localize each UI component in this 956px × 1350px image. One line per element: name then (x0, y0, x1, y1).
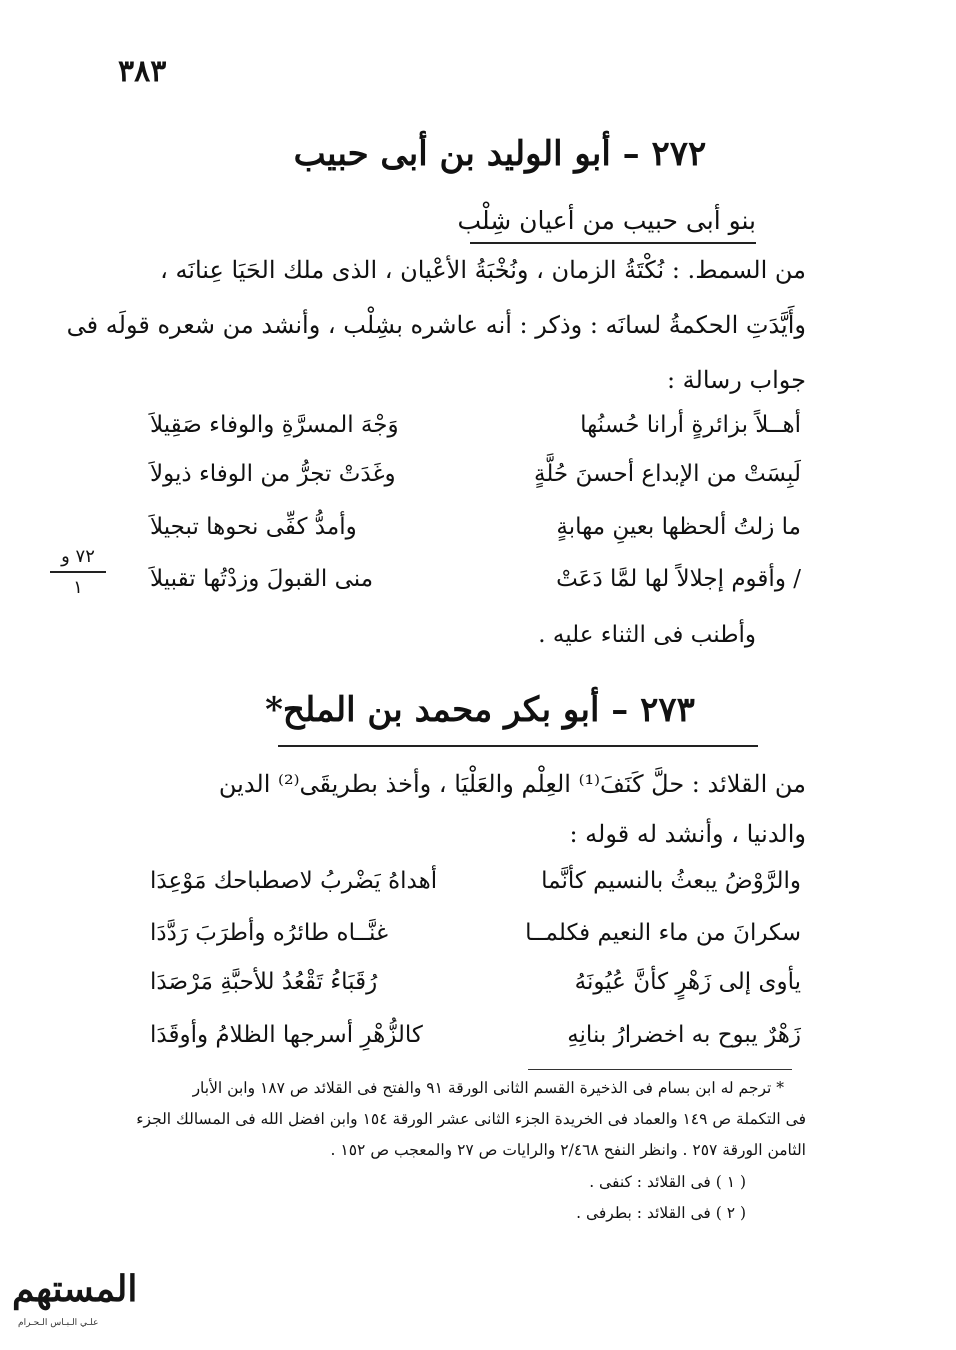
entry-272-closing: وأطنب فى الثناء عليه . (538, 622, 756, 648)
watermark-subtext: علـي الـبـاس الـحـرام (18, 1318, 99, 1328)
entry-272-subheading: بنو أبى حبيب من أعيان شِلْب (457, 206, 756, 235)
folio-ref-divider (50, 571, 106, 573)
watermark-text: المستهم (12, 1268, 138, 1310)
verse-273-2-second-hemistich: غنَّــاه طائرُه وأطرَبَ رَدَّدَا (150, 920, 389, 946)
entry-272-heading: ٢٧٢ – أبو الوليد بن أبى حبيب (293, 134, 707, 174)
folio-ref-bottom: ١ (73, 577, 83, 598)
verse-273-1-second-hemistich: أهداهُ يَضْربُ لاصطباحك مَوْعِدَا (150, 868, 438, 894)
manuscript-folio-reference (50, 546, 106, 598)
verse-272-2-second-hemistich: وغَدَتْ تجرُّ من الوفاء ذيولاَ (150, 461, 396, 487)
verse-273-4-second-hemistich: كالزُّهْرِ أسرجها الظلامُ وأوقَدَا (150, 1022, 423, 1048)
entry-272-prose-line-1: من السمط. : نُكْتَةُ الزمان ، ونُخْبَةُ الأعْيان ، الذى ملك الحَيَا عِنانَه ، (160, 256, 806, 284)
verse-272-2-first-hemistich: لَبِسَتْ من الإبداع أحسنَ حُلَّةٍ (533, 461, 801, 487)
verse-272-3-first-hemistich: ما زلتُ ألحظها بعينِ مهابةٍ (556, 514, 801, 540)
footnote-star-line-3: الثامن الورقة ٢٥٧ . وانظر النفح ٢/٤٦٨ والرايات ص ٢٧ والمعجب ص ١٥٢ . (330, 1141, 806, 1159)
footnote-star-line-1: * ترجم له ابن بسام فى الذخيرة القسم الثانى الورقة ٩١ والفتح فى القلائد ص ١٨٧ وابن الأبار (192, 1079, 784, 1097)
verse-272-4-first-hemistich: / وأقوم إجلالاً لها لمَّا دَعَتْ (556, 566, 801, 592)
verse-273-3-first-hemistich: يأوى إلى زَهْرٍ كأنَّ عُيُونَهُ (574, 969, 801, 995)
entry-272-prose-line-3: جواب رسالة : (666, 366, 806, 394)
publisher-watermark-logo (8, 1268, 138, 1338)
footnote-rule (528, 1069, 792, 1070)
verse-272-3-second-hemistich: وأمدُّ كفِّى نحوها تبجيلاَ (150, 514, 357, 540)
page-number: ٣٨٣ (118, 54, 167, 89)
entry-273-heading: ٢٧٣ – أبو بكر محمد بن الملح* (265, 690, 695, 730)
folio-ref-top: ٧٢ و (61, 546, 95, 567)
entry-273-prose-line-1: من القلائد : حلَّ كَنَفَ⁽¹⁾ العِلْم والعَلْيَا ، وأخذ بطريقَى⁽²⁾ الدين (218, 770, 806, 798)
entry-273-prose-line-2: والدنيا ، وأنشد له قوله : (569, 820, 806, 848)
footnote-star-line-2: فى التكملة ص ١٤٩ والعماد فى الخريدة الجزء الثانى عشر الورقة ١٥٤ وابن افضل الله فى المسالك الجزء (136, 1110, 806, 1128)
subheading-underline (470, 242, 756, 244)
footnote-2: ( ٢ ) فى القلائد : بطرفى . (576, 1204, 746, 1222)
verse-273-2-first-hemistich: سكرانَ من ماء النعيم فكلمــا (525, 920, 801, 946)
verse-273-3-second-hemistich: رُقَبَاءُ تَقْعُدُ للأحبَّةِ مَرْصَدَا (150, 969, 378, 995)
verse-272-1-second-hemistich: وَجْهَ المسرَّةِ والوفاء صَقِيلاَ (150, 412, 399, 438)
verse-272-4-second-hemistich: منى القبولَ وزدْتُها تقبيلاَ (150, 566, 374, 592)
entry-272-prose-line-2: وأَيَّدَتِ الحكمةُ لسانَه : وذكر : أنه عاشره بشِلْب ، وأنشد من شعره قولَه فى (66, 311, 806, 339)
verse-272-1-first-hemistich: أهــلاً بزائرةٍ أرانا حُسنُها (580, 412, 801, 438)
verse-273-1-first-hemistich: والرَّوْضُ يبعثُ بالنسيم كأنَّما (541, 868, 801, 894)
footnote-1: ( ١ ) فى القلائد : كنفى . (589, 1173, 746, 1191)
heading-underline (278, 745, 758, 747)
verse-273-4-first-hemistich: زَهْرٌ يبوح به اخضرارُ بنانِهِ (567, 1022, 801, 1048)
